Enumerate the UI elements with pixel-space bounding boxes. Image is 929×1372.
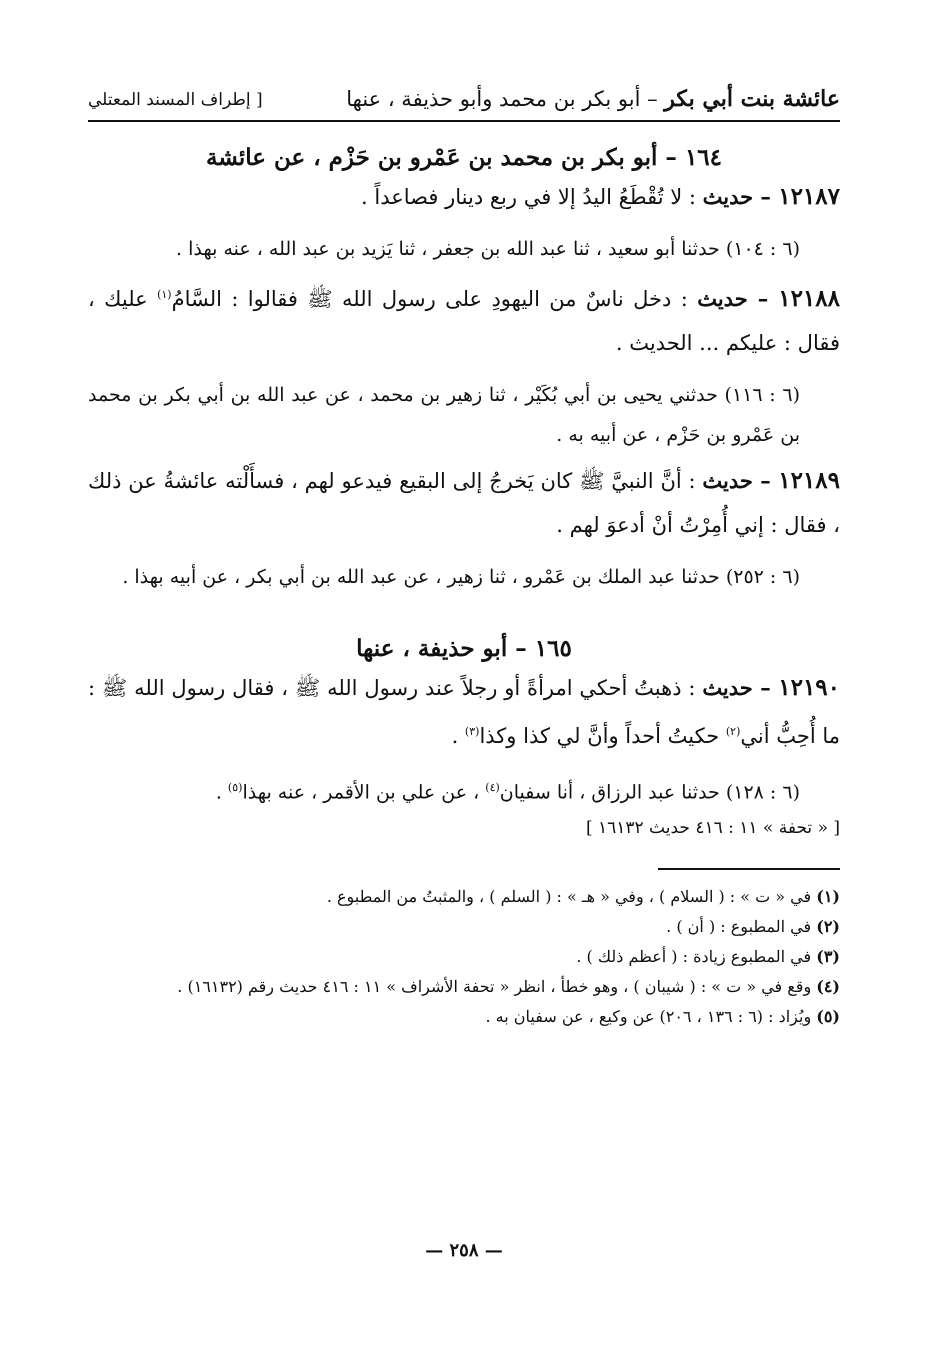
footnote-5 — [88, 1002, 840, 1032]
isnad-part: . — [215, 781, 228, 804]
isnad-part: (٦ : ١٢٨) حدثنا عبد الرزاق ، أنا سفيان — [499, 781, 800, 804]
hadith-text: : دخل ناسٌ من اليهودِ على رسول الله ﷺ فقالوا : السَّامُ — [171, 287, 698, 311]
footnote-ref[interactable]: (٥) — [227, 781, 243, 794]
footnote-number: (٢) — [816, 917, 840, 937]
footnote-4 — [88, 972, 840, 1002]
footnote-number: (٤) — [816, 977, 840, 997]
hadith-number: ١٢١٨٧ — [778, 183, 840, 210]
hadith-keyword: – حديث — [702, 675, 779, 700]
footnote-3 — [88, 942, 840, 972]
running-header — [88, 80, 840, 122]
tuhfa-reference: [ « تحفة » ١١ : ٤١٦ حديث ١٦١٣٢ ] — [585, 818, 840, 839]
hadith-12188 — [88, 273, 840, 365]
page — [88, 80, 841, 1261]
header-book-title: [ إطراف المسند المعتلي — [88, 90, 263, 110]
hadith-keyword: – حديث — [702, 468, 779, 493]
footnote-text: وقع في « ت » : ( شيبان ) ، وهو خطأ ، انظر « تحفة الأشراف » ١١ : ٤١٦ حديث رقم (١٦١٣٢) . — [177, 977, 817, 997]
isnad-12188: (٦ : ١١٦) حدثني يحيى بن أبي بُكَيْر ، ثنا زهير بن محمد ، عن عبد الله بن أبي بكر بن محمد بن عَمْرو بن حَزْم ، عن أبيه به . — [88, 384, 800, 446]
footnote-text: في المطبوع زيادة : ( أعظم ذلك ) . — [576, 947, 817, 967]
isnad-12189: (٦ : ٢٥٢) حدثنا عبد الملك بن عَمْرو ، ثنا زهير ، عن عبد الله بن أبي بكر ، عن أبيه بهذا . — [122, 566, 800, 588]
hadith-text: : أنَّ النبيَّ ﷺ كان يَخرجُ إلى البقيع فيدعو لهم ، فسأَلْته عائشةُ عن ذلك ، فقال : إني أُمِرْتُ أنْ أدعوَ لهم . — [88, 469, 840, 537]
section-title-164: ١٦٤ – أبو بكر بن محمد بن عَمْرو بن حَزْم ، عن عائشة — [206, 144, 722, 171]
footnote-text: في المطبوع : ( أن ) . — [666, 917, 817, 937]
footnote-number: (٥) — [816, 1007, 840, 1027]
footnote-1 — [88, 882, 840, 912]
hadith-keyword: – حديث — [697, 286, 779, 311]
hadith-text-cont: عليك ، فقال : عليكم ... الحديث . — [88, 287, 840, 355]
footnote-separator — [658, 868, 840, 870]
header-title — [346, 86, 840, 112]
footnote-number: (١) — [816, 887, 840, 907]
hadith-number: ١٢١٨٨ — [778, 285, 840, 312]
header-title-rest: – أبو بكر بن محمد وأبو حذيفة ، عنها — [346, 87, 665, 111]
isnad-12190 — [88, 768, 840, 812]
section-title-165: ١٦٥ – أبو حذيفة ، عنها — [356, 635, 572, 662]
hadith-text: : لا تُقْطَعُ اليدُ إلا في ربع دينار فصاعداً . — [361, 185, 703, 209]
hadith-12190 — [88, 666, 840, 758]
hadith-number: ١٢١٩٠ — [778, 674, 841, 701]
isnad-12187: (٦ : ١٠٤) حدثنا أبو سعيد ، ثنا عبد الله بن جعفر ، ثنا يَزيد بن عبد الله ، عنه بهذا . — [176, 238, 800, 260]
footnote-ref[interactable]: (٤) — [485, 781, 500, 794]
hadith-text: : ذهبتُ أحكي امرأةً أو رجلاً عند رسول الله ﷺ ، فقال رسول الله ﷺ : ما أُحِبُّ أني — [88, 676, 840, 748]
page-number: — ٢٥٨ — — [425, 1240, 503, 1261]
footnote-number: (٣) — [816, 947, 840, 967]
footnote-text: ويُزاد : (٦ : ١٣٦ ، ٢٠٦) عن وكيع ، عن سفيان به . — [485, 1007, 817, 1027]
footnote-ref[interactable]: (٢) — [725, 725, 741, 738]
hadith-keyword: – حديث — [702, 184, 779, 209]
footnote-text: في « ت » : ( السلام ) ، وفي « هـ » : ( السلم ) ، والمثبتُ من المطبوع . — [326, 887, 817, 907]
footnote-ref[interactable]: (٣) — [464, 725, 480, 738]
isnad-part: ، عن علي بن الأقمر ، عنه بهذا — [242, 781, 486, 804]
hadith-number: ١٢١٨٩ — [778, 467, 840, 494]
footnotes — [88, 882, 840, 1032]
footnote-2 — [88, 912, 840, 942]
header-title-bold: عائشة بنت أبي بكر — [664, 86, 840, 112]
hadith-12189 — [88, 459, 840, 547]
hadith-text-end: . — [451, 724, 465, 748]
hadith-text-cont: حكيتُ أحداً وأنَّ لي كذا وكذا — [479, 724, 726, 748]
footnote-ref[interactable]: (١) — [157, 288, 172, 301]
hadith-12187 — [88, 175, 840, 219]
